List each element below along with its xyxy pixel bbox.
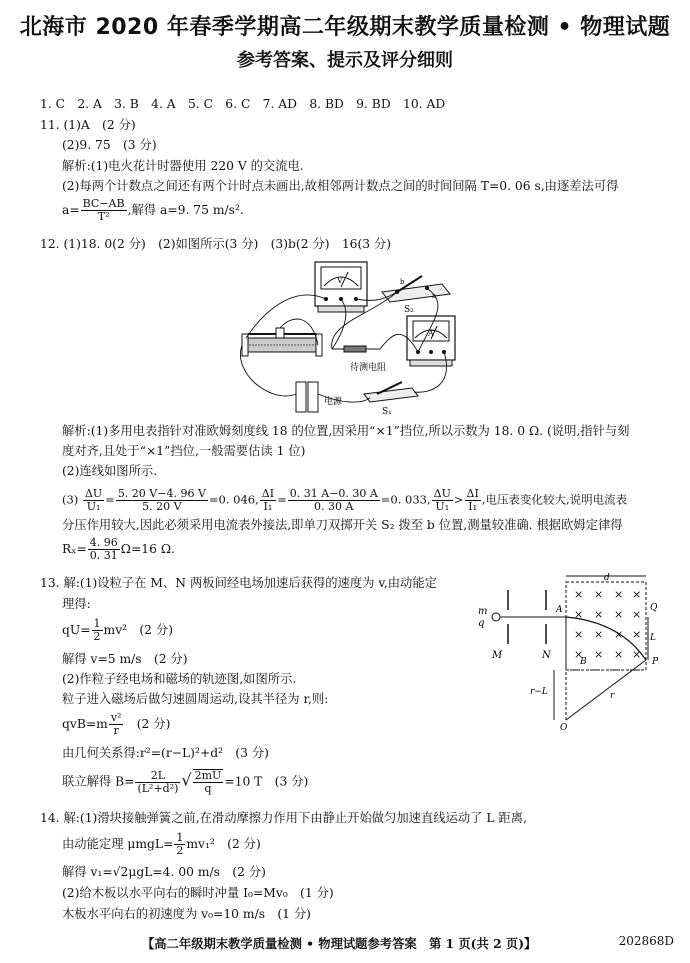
q13-e3-lhs: 联立解得 B= [62, 774, 135, 789]
label-r: r [610, 691, 615, 701]
q11-explanation-1: 解析:(1)电火花计时器使用 220 V 的交流电. [62, 159, 304, 173]
q14-e1-den: 2 [176, 844, 184, 857]
q12-frac-3-den: I₁ [263, 500, 273, 513]
q12-frac-1 [83, 488, 104, 513]
q13-equation-3 [62, 769, 308, 795]
ammeter-label: A [428, 329, 434, 338]
q12-frac-6 [465, 488, 481, 513]
q13-e2-lhs: qvB=m [62, 717, 108, 731]
q13-e1-lhs: qU= [62, 623, 91, 637]
ammeter-icon [407, 316, 455, 366]
voltmeter-icon [315, 262, 367, 312]
q12-frac-1-num: ΔU [84, 487, 103, 500]
q12-frac-5-num: ΔU [433, 487, 451, 500]
page-title: 北海市 2020 年春季学期高二年级期末教学质量检测 • 物理试题 [19, 15, 671, 40]
q11-formula-lhs: a= [62, 203, 80, 217]
field-x: × [632, 608, 642, 621]
label-q: q [478, 618, 485, 629]
q12-gt: > [453, 492, 464, 507]
q11-frac-num: BC−AB [82, 197, 125, 210]
q13-e3-sq-num: 2mU [194, 769, 222, 782]
q13-line-2: 理得: [62, 597, 91, 611]
q12-eq-4: =0. 033, [380, 492, 431, 507]
field-x: × [574, 628, 584, 641]
q11-formula-rest: ,解得 a=9. 75 m/s². [127, 203, 244, 217]
label-Q: Q [650, 603, 658, 613]
label-A: A [556, 605, 563, 615]
q14-line-1: 14. 解:(1)滑块接触弹簧之前,在滑动摩擦力作用下由静止开始做匀加速直线运动了 L 距离, [40, 811, 527, 825]
page-subtitle: 参考答案、提示及评分细则 [237, 50, 453, 71]
q12-r-lhs: Rₓ= [62, 542, 87, 556]
q12-answers: 12. (1)18. 0(2 分) (2)如图所示(3 分) (3)b(2 分) 16(3 分) [40, 237, 392, 251]
q13-e2-den: r [113, 724, 119, 737]
s2-b-label: b [400, 278, 405, 286]
q14-e1-lhs: 由动能定理 μmgL= [62, 837, 174, 851]
q13-e1-rest: mv² (2 分) [103, 623, 174, 637]
label-N: N [542, 650, 551, 661]
q11-answer-1: 11. (1)A (2 分) [40, 118, 136, 132]
q12-eq-2: =0. 046, [208, 492, 259, 507]
q11-explanation-2: (2)每两个计数点之间还有两个计时点未画出,故相邻两计数点之间的时间间隔 T=0. 06 s,由逐差法可得 [62, 179, 619, 193]
label-O: O [560, 723, 568, 732]
q12-r-fraction [88, 537, 120, 562]
q14-e1-rest: mv₁² (2 分) [186, 837, 261, 851]
q13-e3-den: (L²+d²) [137, 781, 179, 795]
answers-1-10: 1. C 2. A 3. B 4. A 5. C 6. C 7. AD 8. BD 9. BD 10. AD [40, 97, 446, 111]
q12-r-den: 0. 31 [89, 549, 118, 562]
q11-formula [62, 198, 244, 223]
battery-icon [296, 382, 343, 412]
power-label: 电源 [324, 397, 343, 407]
label-P: P [652, 657, 659, 667]
field-x: × [632, 648, 642, 661]
field-trajectory-figure [470, 572, 670, 732]
label-m: m [478, 606, 488, 617]
q11-answer-2: (2)9. 75 (3 分) [62, 138, 157, 152]
s1-label: S₁ [382, 407, 392, 417]
q13-e2-fraction [109, 712, 124, 737]
q12-calc-conclusion: ,电压表变化较大,说明电流表 [481, 492, 628, 507]
field-x: × [614, 628, 624, 641]
q12-frac-6-num: ΔI [466, 487, 479, 500]
field-x: × [574, 608, 584, 621]
q13-line-5: (2)作粒子经电场和磁场的轨迹图,如图所示. [62, 672, 297, 686]
field-x: × [614, 608, 624, 621]
circuit-figure [232, 254, 457, 420]
q13-e1-fraction [92, 618, 103, 643]
q12-frac-2-num: 5. 20 V−4. 96 V [117, 487, 206, 500]
q11-frac-den: T² [97, 210, 110, 223]
q13-e2-num: v² [110, 711, 122, 724]
label-r-minus-L: r−L [530, 687, 548, 697]
q12-frac-3-num: ΔI [261, 487, 275, 500]
q12-r-num: 4. 96 [89, 536, 118, 549]
q13-line-1: 13. 解:(1)设粒子在 M、N 两板间经电场加速后获得的速度为 v,由动能定 [40, 576, 437, 590]
q12-frac-5 [432, 488, 453, 513]
q13-equation-2 [62, 712, 170, 737]
q11-fraction [81, 198, 127, 223]
q12-frac-4-den: 0. 30 A [314, 500, 354, 513]
q12-explanation-3: (2)连线如图所示. [62, 464, 158, 478]
q14-e1-num: 1 [176, 831, 184, 844]
rheostat-icon [242, 328, 322, 356]
resistor-label: 待测电阻 [350, 363, 387, 373]
field-x: × [574, 588, 584, 601]
q12-calculation [62, 488, 627, 513]
q12-frac-3 [260, 488, 276, 513]
q14-line-4: (2)给木板以水平向右的瞬时冲量 I₀=Mv₀ (1 分) [62, 886, 334, 900]
q13-e3-fraction [135, 770, 180, 795]
q13-e3-num: 2L [135, 770, 180, 783]
q13-e1-den: 2 [93, 630, 101, 643]
page-footer: 【高二年级期末教学质量检测 • 物理试题参考答案 第 1 页(共 2 页)】 [142, 936, 537, 951]
q13-line-8: 由几何关系得:r²=(r−L)²+d² (3 分) [62, 746, 269, 760]
field-x: × [594, 588, 604, 601]
field-x: × [632, 628, 642, 641]
q14-equation-1 [62, 832, 261, 857]
label-M: M [492, 650, 503, 661]
s2-a-label: a [432, 292, 437, 300]
q12-r-rest: Ω=16 Ω. [120, 542, 175, 556]
q13-e3-sq-den: q [204, 782, 212, 795]
q13-e2-rest: (2 分) [124, 717, 171, 731]
field-x: × [574, 648, 584, 661]
q12-explanation-1: 解析:(1)多用电表指针对准欧姆刻度线 18 的位置,因采用“×1”挡位,所以示数为 18. 0 Ω. (说明,指针与刻 [62, 424, 630, 438]
label-d: d [604, 573, 610, 583]
resistor-icon [332, 346, 386, 373]
voltmeter-label: V [337, 276, 343, 285]
q13-e3-sqrt-fraction [193, 769, 224, 795]
q14-line-3: 解得 v₁=√2μgL=4. 00 m/s (2 分) [62, 865, 266, 879]
field-x: × [594, 608, 604, 621]
q12-eq-3: = [277, 492, 287, 507]
field-x: × [632, 588, 642, 601]
q13-e3-rest: =10 T (3 分) [224, 774, 309, 789]
q12-frac-1-den: U₁ [86, 500, 101, 513]
field-x: × [594, 648, 604, 661]
q13-line-6: 粒子进入磁场后做匀速圆周运动,设其半径为 r,则: [62, 692, 329, 706]
q12-calc-prefix: (3) [62, 492, 79, 507]
q14-line-5: 木板水平向右的初速度为 v₀=10 m/s (1 分) [62, 907, 311, 921]
magnetic-field-crosses [574, 588, 641, 661]
q12-resistance-formula [62, 537, 175, 562]
document-code: 202868D [618, 934, 674, 948]
q12-explanation-2: 度对齐,且处于“×1”挡位,一般需要估读 1 位) [62, 444, 306, 458]
label-B: B [580, 657, 587, 667]
q12-explanation-5: 分压作用较大,因此必须采用电流表外接法,即单刀双掷开关 S₂ 拨至 b 位置,测量较准确. 根据欧姆定律得 [62, 518, 623, 532]
q12-frac-4-num: 0. 31 A−0. 30 A [289, 487, 378, 500]
field-x: × [614, 648, 624, 661]
q12-frac-5-den: U₁ [435, 500, 450, 513]
q12-frac-2 [116, 488, 208, 513]
field-x: × [614, 588, 624, 601]
q13-e1-num: 1 [93, 617, 101, 630]
q14-e1-fraction [174, 832, 185, 857]
label-L: L [650, 633, 656, 643]
q13-line-4: 解得 v=5 m/s (2 分) [62, 652, 188, 666]
q12-frac-6-den: I₁ [468, 500, 478, 513]
switch-s1-icon [364, 382, 418, 417]
s2-label: S₂ [404, 305, 414, 315]
q12-frac-2-den: 5. 20 V [142, 500, 182, 513]
q12-frac-4 [288, 488, 380, 513]
q12-eq-1: = [105, 492, 115, 507]
field-x: × [594, 628, 604, 641]
sqrt-icon: √ [181, 770, 192, 790]
q13-equation-1 [62, 618, 173, 643]
